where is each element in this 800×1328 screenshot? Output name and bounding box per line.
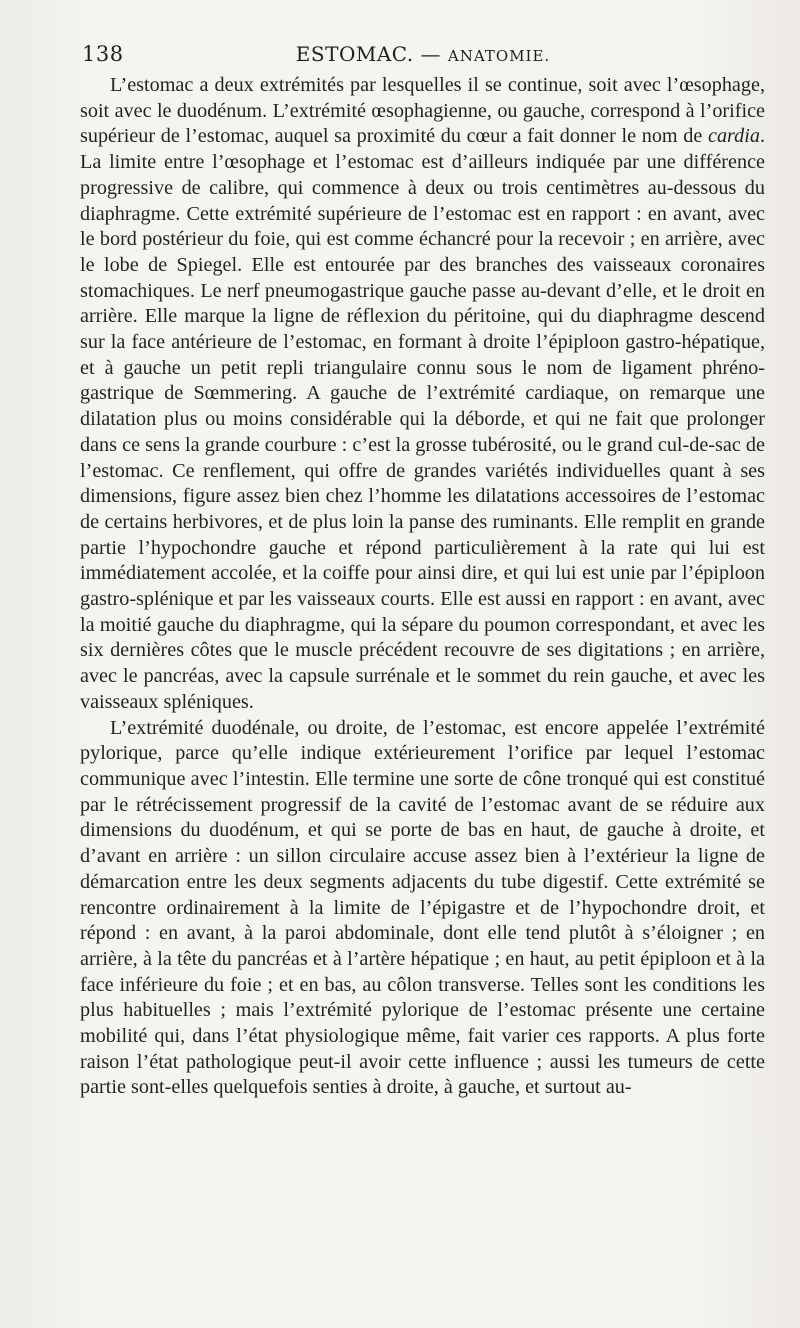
- page-number: 138: [82, 42, 124, 66]
- paragraph-1-part-a: L’estomac a deux extrémités par lesquelles il se continue, soit avec l’œsophage, soit avec le duodénum. L’extrémité œsophagienne, ou gauche, correspond à l’orifice supérieur de l’estomac, auquel sa proximité du cœur a fait donner le nom de: [80, 74, 765, 148]
- paragraph-1: [80, 73, 765, 716]
- italic-term-cardia: cardia: [707, 125, 760, 148]
- running-header: [82, 42, 764, 72]
- header-title: ESTOMAC.: [295, 42, 414, 66]
- paragraph-2: L’extrémité duodénale, ou droite, de l’estomac, est encore appelée l’extrémité pylorique, parce qu’elle indique extérieurement l’orifice par lequel l’estomac communique avec l’intestin. Elle termine une sorte de cône tronqué qui est constitué par le rétrécissement progressif de la cavité de l’estomac avant de se réduire aux dimensions du duodénum, et qui se porte de bas en haut, de gauche à droite, et d’avant en arrière : un sillon circulaire accuse assez bien à l’extérieur la ligne de démarcation entre les deux segments adjacents du tube digestif. Cette extrémité se rencontre ordinairement à la limite de l’épigastre et de l’hypochondre droit, et répond : en avant, à la paroi abdominale, dont elle tend plutôt à s’éloigner ; en arrière, à la tête du pancréas et à l’artère hépatique ; en haut, au petit épiploon et à la face inférieure du foie ; et en bas, au côlon transverse. Telles sont les conditions les plus habituelles ; mais l’extrémité pylorique de l’estomac présente une certaine mobilité qui, dans l’état physiologique même, fait varier ces rapports. A plus forte raison l’état pathologique peut-il avoir cette influence ; aussi les tumeurs de cette partie sont-elles quelquefois senties à droite, à gauche, et surtout au-: [80, 716, 765, 1099]
- body-text: [80, 73, 765, 1101]
- paragraph-1-part-b: . La limite entre l’œsophage et l’estomac est d’ailleurs indiquée par une différence progressive de calibre, qui commence à deux ou trois centimètres au-dessous du diaphragme. Cette extrémité supérieure de l’estomac est en rapport : en avant, avec le bord postérieur du foie, qui est comme échancré pour la recevoir ; en arrière, avec le lobe de Spiegel. Elle est entourée par des branches des vaisseaux coronaires stomachiques. Le nerf pneumogastrique gauche passe au-devant d’elle, et le droit en arrière. Elle marque la ligne de réflexion du péritoine, qui du diaphragme descend sur la face antérieure de l’estomac, en formant à droite l’épiploon gastro-hépatique, et à gauche un petit repli triangulaire connu sous le nom de ligament phréno-gastrique de Sœmmering. A gauche de l’extrémité cardiaque, on remarque une dilatation plus ou moins considérable qui la déborde, et qui ne fait que prolonger dans ce sens la grande courbure : c’est la grosse tubérosité, ou le grand cul-de-sac de l’estomac. Ce renflement, qui offre de grandes variétés individuelles quant à ses dimensions, figure assez bien chez l’homme les dilatations accessoires de l’estomac de certains herbivores, et de plus loin la panse des ruminants. Elle remplit en grande partie l’hypochondre gauche et répond particulièrement à la rate qui lui est immédiatement accolée, et la coiffe pour ainsi dire, et qui lui est unie par l’épiploon gastro-splénique et par les vaisseaux courts. Elle est aussi en rapport : en avant, avec la moitié gauche du diaphragme, qui la sépare du poumon correspondant, et avec les six dernières côtes que le muscle précédent recouvre de ses digitations ; en arrière, avec le pancréas, avec la capsule surrénale et le sommet du rein gauche, et avec les vaisseaux spléniques.: [80, 125, 765, 713]
- running-title: [82, 42, 764, 66]
- header-subtitle: ANATOMIE.: [447, 47, 551, 65]
- header-separator: —: [413, 42, 448, 66]
